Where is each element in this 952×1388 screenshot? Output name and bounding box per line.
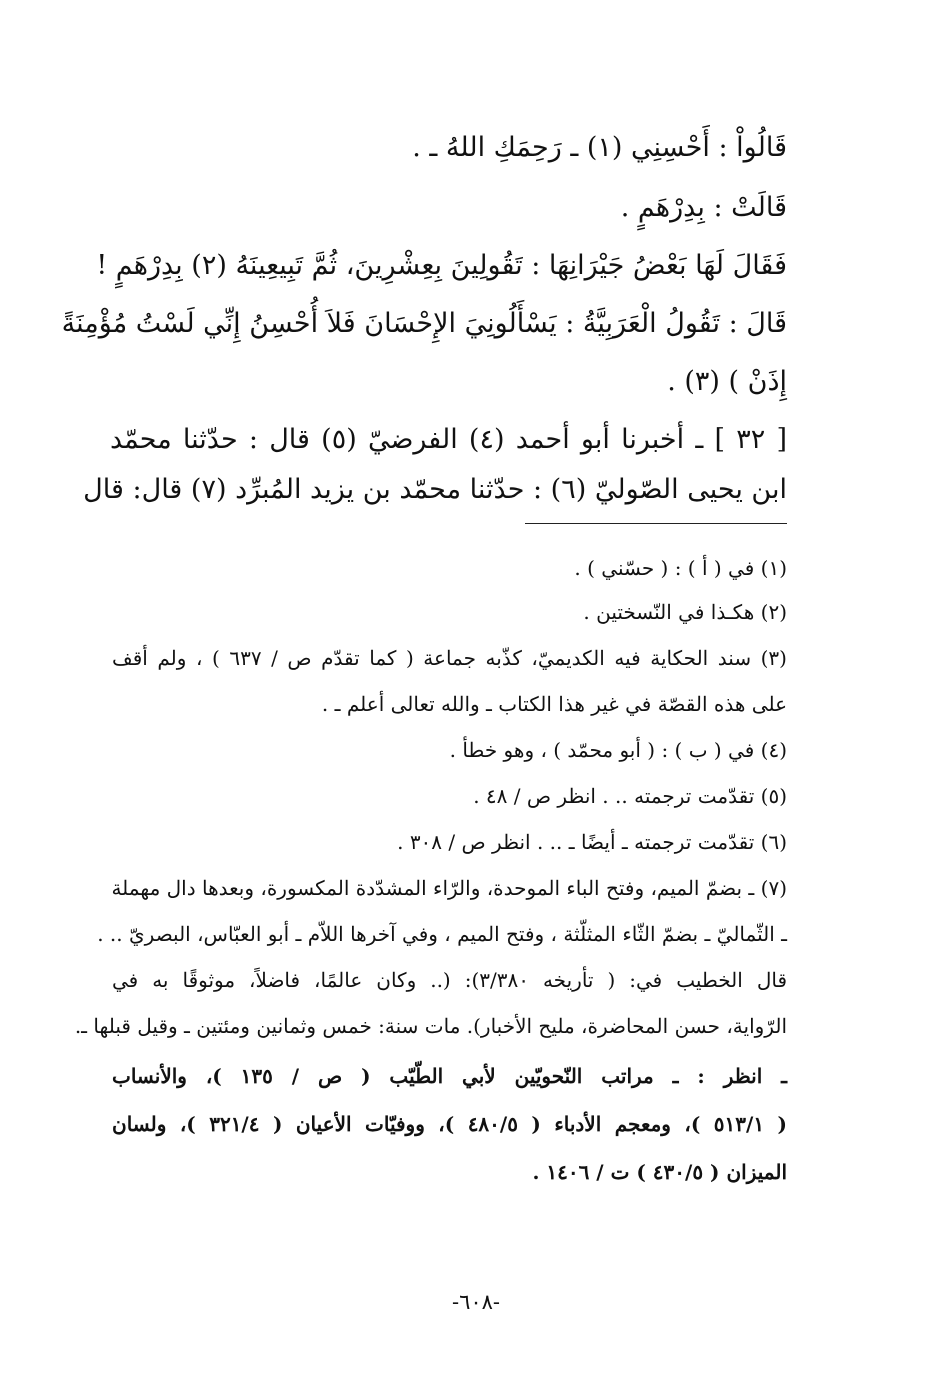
footnote-4: (٤) في ( ب ) : ( أبو محمّد ) ، وهو خطأ . (449, 738, 787, 762)
footnote-separator (525, 523, 787, 524)
footnote-7-refs-1: ـ انظر : ـ مراتب النّحويّين لأبي الطّيّب ( ص / ١٣٥ )، والأنساب (112, 1064, 788, 1088)
main-line-7: ابن يحيى الصّوليّ (٦) : حدّثنا محمّد بن يزيد المُبرِّد (٧) قال: قال (83, 474, 787, 505)
footnote-3-cont: على هذه القصّة في غير هذا الكتاب ـ والله تعالى أعلم ـ . (321, 692, 787, 716)
main-line-2: قَالَتْ : بِدِرْهَمٍ . (620, 192, 787, 223)
footnote-7-cont-2: قال الخطيب في: ( تأريخه ٣/٣٨٠): (.. وكان عالمًا، فاضلاً، موثوقًا به في (112, 968, 787, 992)
footnote-7-cont-1: ـ الثّماليّ ـ بضمّ الثّاء المثلّثة ، وفتح الميم ، وفي آخرها اللاّم ـ أبو العبّاس، البصريّ .. . (97, 922, 787, 946)
footnote-6: (٦) تقدّمت ترجمته ـ أيضًا ـ .. . انظر ص / ٣٠٨ . (397, 830, 787, 854)
footnote-3: (٣) سند الحكاية فيه الكديميّ، كذّبه جماعة ( كما تقدّم ص / ٦٣٧ ) ، ولم أقف (112, 646, 787, 670)
footnote-7-cont-3: الرّواية، حسن المحاضرة، مليح الأخبار). مات سنة: خمس وثمانين ومئتين ـ وقيل قبلها ـ. (74, 1014, 787, 1038)
page-number: -٦٠٨- (451, 1290, 501, 1314)
main-line-1: قَالُواْ : أَحْسِنِي (١) ـ رَحِمَكِ اللهُ ـ . (412, 132, 787, 163)
main-line-4: قَالَ : تَقُولُ الْعَرَبِيَّةُ : يَسْأَلُونِيَ الإِحْسَانَ فَلاَ أُحْسِنُ إِنِّي لَسْتُ مُؤْمِنَةً (61, 308, 787, 339)
main-line-5: إِذَنْ ) (٣) . (667, 366, 787, 397)
main-line-3: فَقَالَ لَهَا بَعْضُ جَيْرَانِهَا : تَقُولِينَ بِعِشْرِينَ، ثُمَّ تَبِيعِينَهُ (٢) بِدِرْهَمٍ ! (96, 250, 787, 281)
footnote-7-refs-3: الميزان ( ٤٣٠/٥ ) ت / ١٤٠٦ . (532, 1160, 787, 1184)
footnote-7: (٧) ـ بضمّ الميم، وفتح الباء الموحدة، والرّاء المشدّدة المكسورة، وبعدها دال مهملة (111, 876, 787, 900)
footnote-1: (١) في ( أ ) : ( حسّني ) . (574, 556, 787, 580)
footnote-5: (٥) تقدّمت ترجمته .. . انظر ص / ٤٨ . (473, 784, 787, 808)
footnote-7-refs-2: ( ٥١٣/١ )، ومعجم الأدباء ( ٤٨٠/٥ )، ووفيّات الأعيان ( ٣٢١/٤ )، ولسان (112, 1112, 787, 1136)
footnote-2: (٢) هكـذا في النّسختين . (583, 600, 787, 624)
main-line-6: [ ٣٢ ] ـ أخبرنا أبو أحمد (٤) الفرضيّ (٥) قال : حدّثنا محمّد (110, 424, 787, 455)
